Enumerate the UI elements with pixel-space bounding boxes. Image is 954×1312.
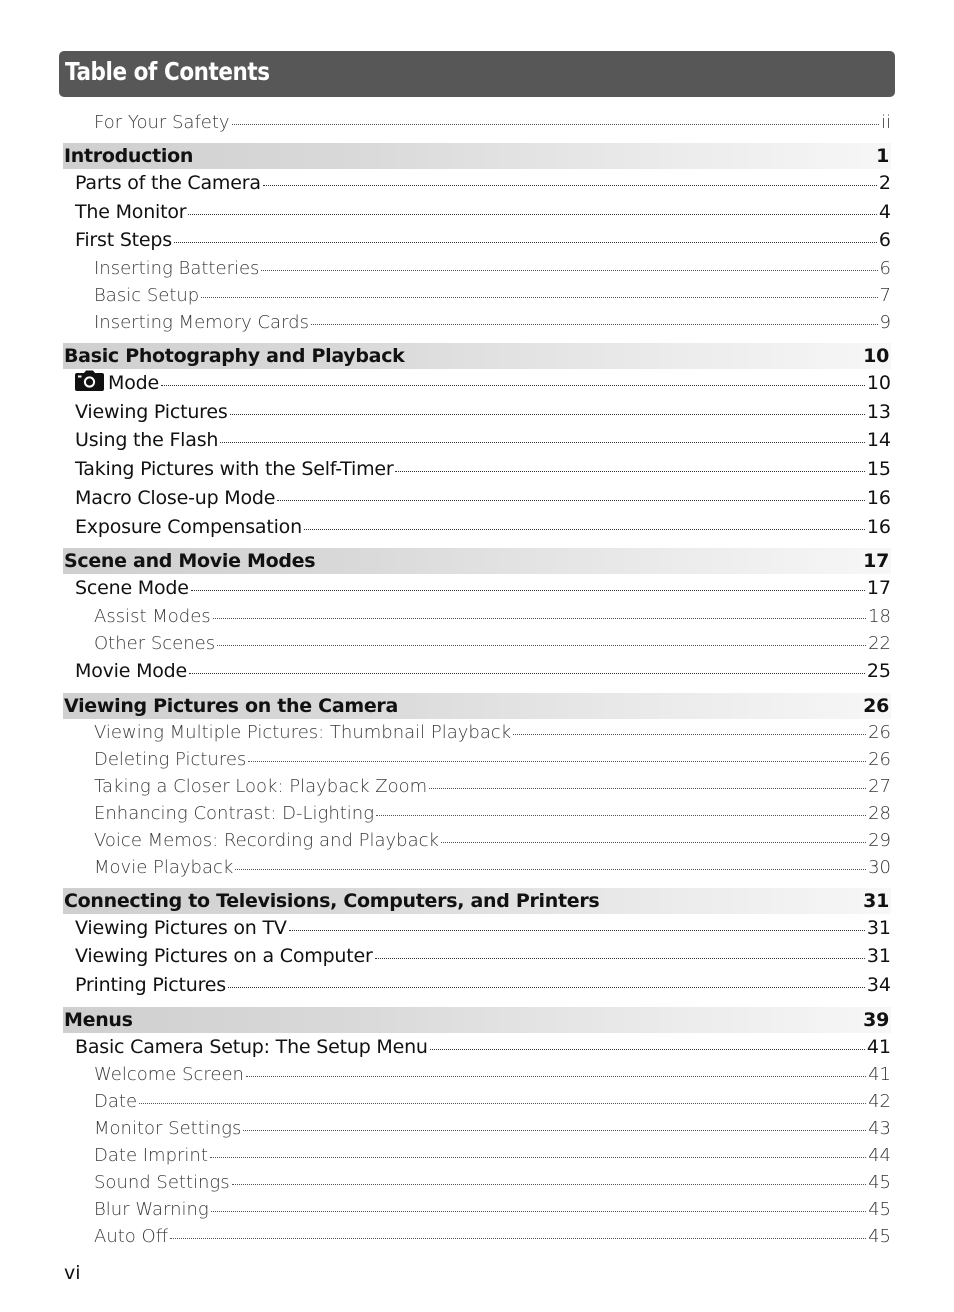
toc-subentry[interactable] xyxy=(63,1115,891,1142)
toc-entry[interactable] xyxy=(63,574,891,603)
entry-page: 7 xyxy=(879,285,891,307)
section-title: Menus xyxy=(64,1008,133,1031)
entry-page: 26 xyxy=(868,721,891,743)
entry-page: 31 xyxy=(866,916,891,939)
entry-page: 30 xyxy=(868,856,891,878)
toc-entry[interactable] xyxy=(63,369,891,398)
section-title: Scene and Movie Modes xyxy=(64,550,316,573)
entry-title: Date Imprint xyxy=(94,1145,208,1167)
dot-leader xyxy=(213,618,866,619)
entry-page: 41 xyxy=(866,1035,891,1058)
dot-leader xyxy=(430,1049,865,1050)
entry-page: 29 xyxy=(868,829,891,851)
entry-title: Taking a Closer Look: Playback Zoom xyxy=(94,775,428,797)
dot-leader xyxy=(311,324,878,325)
entry-page: 43 xyxy=(868,1118,891,1140)
entry-title: Deleting Pictures xyxy=(94,748,247,770)
entry-page: 44 xyxy=(868,1145,891,1167)
dot-leader xyxy=(211,1211,866,1212)
dot-leader xyxy=(395,471,864,472)
toc-subentry[interactable] xyxy=(63,1196,891,1223)
toc-subentry[interactable] xyxy=(63,854,891,881)
dot-leader xyxy=(174,242,877,243)
dot-leader xyxy=(217,645,866,646)
entry-page: 41 xyxy=(868,1064,891,1086)
toc-entry[interactable] xyxy=(63,657,891,686)
entry-title: Basic Setup xyxy=(94,285,200,307)
toc-section-heading[interactable] xyxy=(63,1007,891,1033)
section-page: 1 xyxy=(876,145,889,167)
entry-page: 10 xyxy=(866,372,891,395)
dot-leader xyxy=(201,297,877,298)
camera-icon xyxy=(75,370,104,391)
dot-leader xyxy=(441,842,866,843)
toc-entry[interactable] xyxy=(63,914,891,943)
toc-subentry[interactable] xyxy=(63,746,891,773)
dot-leader xyxy=(243,1130,866,1131)
toc-section-heading[interactable] xyxy=(63,888,891,914)
entry-title: Scene Mode xyxy=(75,577,189,600)
page-title: Table of Contents xyxy=(65,57,270,86)
dot-leader xyxy=(188,214,877,215)
toc-entry[interactable] xyxy=(63,226,891,255)
entry-title: Basic Camera Setup: The Setup Menu xyxy=(75,1035,428,1058)
toc-entry[interactable] xyxy=(63,513,891,542)
dot-leader xyxy=(191,590,865,591)
dot-leader xyxy=(235,869,866,870)
toc-entry[interactable] xyxy=(63,398,891,427)
entry-title: Monitor Settings xyxy=(94,1118,242,1140)
entry-title: Blur Warning xyxy=(94,1199,209,1221)
entry-title: Printing Pictures xyxy=(75,973,226,996)
toc-section-heading[interactable] xyxy=(63,343,891,369)
entry-title: Parts of the Camera xyxy=(75,172,261,194)
toc-entry[interactable] xyxy=(63,484,891,513)
dot-leader xyxy=(246,1076,866,1077)
entry-page: 14 xyxy=(866,429,891,452)
toc-subentry[interactable] xyxy=(63,1142,891,1169)
entry-title: Macro Close-up Mode xyxy=(75,486,276,509)
entry-page: 9 xyxy=(879,312,891,334)
entry-title: Viewing Pictures xyxy=(75,400,228,423)
entry-title: Using the Flash xyxy=(75,429,219,452)
entry-title: The Monitor xyxy=(75,200,187,223)
toc-entry[interactable] xyxy=(63,971,891,1000)
entry-title: Other Scenes xyxy=(94,632,216,654)
entry-title: Inserting Batteries xyxy=(94,258,260,280)
entry-page: 45 xyxy=(868,1226,891,1248)
toc-entry[interactable] xyxy=(63,426,891,455)
dot-leader xyxy=(232,1184,866,1185)
entry-page: 31 xyxy=(866,945,891,968)
entry-page: 42 xyxy=(868,1091,891,1113)
entry-title: Movie Mode xyxy=(75,659,188,682)
entry-page: 22 xyxy=(868,632,891,654)
dot-leader xyxy=(261,270,877,271)
dot-leader xyxy=(189,673,865,674)
dot-leader xyxy=(375,958,865,959)
entry-title: Assist Modes xyxy=(94,605,211,627)
entry-page: 45 xyxy=(868,1199,891,1221)
dot-leader xyxy=(277,500,865,501)
entry-title: Exposure Compensation xyxy=(75,515,302,538)
entry-page: 6 xyxy=(879,258,891,280)
entry-title: Auto Off xyxy=(94,1226,169,1248)
dot-leader xyxy=(170,1238,866,1239)
section-page: 26 xyxy=(863,694,889,717)
table-of-contents xyxy=(63,109,891,1250)
toc-section-heading[interactable] xyxy=(63,693,891,719)
toc-entry[interactable] xyxy=(63,455,891,484)
entry-page: 27 xyxy=(868,775,891,797)
toc-subentry[interactable] xyxy=(63,1169,891,1196)
toc-subentry[interactable] xyxy=(63,827,891,854)
toc-title-bar xyxy=(59,51,895,97)
dot-leader xyxy=(429,788,866,789)
entry-page: 6 xyxy=(878,229,891,252)
entry-title: Movie Playback xyxy=(94,856,234,878)
dot-leader xyxy=(139,1103,866,1104)
entry-title: Enhancing Contrast: D-Lighting xyxy=(94,802,375,824)
toc-subentry[interactable] xyxy=(63,630,891,657)
section-title: Basic Photography and Playback xyxy=(64,345,405,368)
entry-title: Mode xyxy=(75,369,159,398)
toc-subentry[interactable] xyxy=(63,1088,891,1115)
section-title: Introduction xyxy=(64,145,194,167)
entry-page: 13 xyxy=(866,400,891,423)
entry-title: For Your Safety xyxy=(94,112,230,133)
entry-page: 28 xyxy=(868,802,891,824)
dot-leader xyxy=(161,385,865,386)
toc-subentry[interactable] xyxy=(63,282,891,309)
entry-page: 25 xyxy=(866,659,891,682)
dot-leader xyxy=(263,185,877,186)
entry-page: 4 xyxy=(878,200,891,223)
entry-page: 45 xyxy=(868,1172,891,1194)
entry-title: Date xyxy=(94,1091,138,1113)
page-number-folio: vi xyxy=(64,1262,81,1284)
dot-leader xyxy=(513,734,866,735)
section-page: 17 xyxy=(863,550,889,573)
toc-section-heading[interactable] xyxy=(63,548,891,574)
entry-title: Taking Pictures with the Self-Timer xyxy=(75,458,394,481)
section-page: 39 xyxy=(863,1008,889,1031)
dot-leader xyxy=(228,987,865,988)
toc-subentry[interactable] xyxy=(63,719,891,746)
dot-leader xyxy=(289,930,865,931)
entry-title: Viewing Pictures on a Computer xyxy=(75,945,373,968)
dot-leader xyxy=(230,414,865,415)
entry-page: 16 xyxy=(866,486,891,509)
entry-page: 16 xyxy=(866,515,891,538)
dot-leader xyxy=(232,124,879,125)
entry-title: First Steps xyxy=(75,229,172,252)
toc-subentry[interactable] xyxy=(63,109,891,136)
section-title: Connecting to Televisions, Computers, and Printers xyxy=(64,889,600,912)
dot-leader xyxy=(376,815,866,816)
toc-entry[interactable] xyxy=(63,1033,891,1062)
toc-subentry[interactable] xyxy=(63,309,891,336)
toc-subentry[interactable] xyxy=(63,255,891,282)
entry-page: 34 xyxy=(866,973,891,996)
toc-subentry[interactable] xyxy=(63,800,891,827)
dot-leader xyxy=(248,761,866,762)
entry-page: 26 xyxy=(868,748,891,770)
entry-title: Viewing Multiple Pictures: Thumbnail Playback xyxy=(94,721,512,743)
entry-page: 18 xyxy=(868,605,891,627)
entry-title: Viewing Pictures on TV xyxy=(75,916,287,939)
dot-leader xyxy=(210,1157,866,1158)
toc-subentry[interactable] xyxy=(63,603,891,630)
toc-subentry[interactable] xyxy=(63,1223,891,1250)
section-title: Viewing Pictures on the Camera xyxy=(64,694,399,717)
toc-entry[interactable] xyxy=(63,942,891,971)
section-page: 10 xyxy=(863,345,889,368)
entry-page: 2 xyxy=(878,172,891,194)
entry-page: ii xyxy=(880,112,891,133)
entry-title: Inserting Memory Cards xyxy=(94,312,309,334)
toc-entry[interactable] xyxy=(63,169,891,198)
toc-entry[interactable] xyxy=(63,198,891,227)
dot-leader xyxy=(220,442,865,443)
dot-leader xyxy=(304,529,865,530)
entry-page: 17 xyxy=(866,577,891,600)
entry-title: Sound Settings xyxy=(94,1172,230,1194)
section-page: 31 xyxy=(863,889,889,912)
entry-title: Voice Memos: Recording and Playback xyxy=(94,829,439,851)
entry-title: Welcome Screen xyxy=(94,1064,244,1086)
entry-page: 15 xyxy=(866,458,891,481)
toc-subentry[interactable] xyxy=(63,773,891,800)
toc-section-heading[interactable] xyxy=(63,143,891,169)
toc-subentry[interactable] xyxy=(63,1061,891,1088)
